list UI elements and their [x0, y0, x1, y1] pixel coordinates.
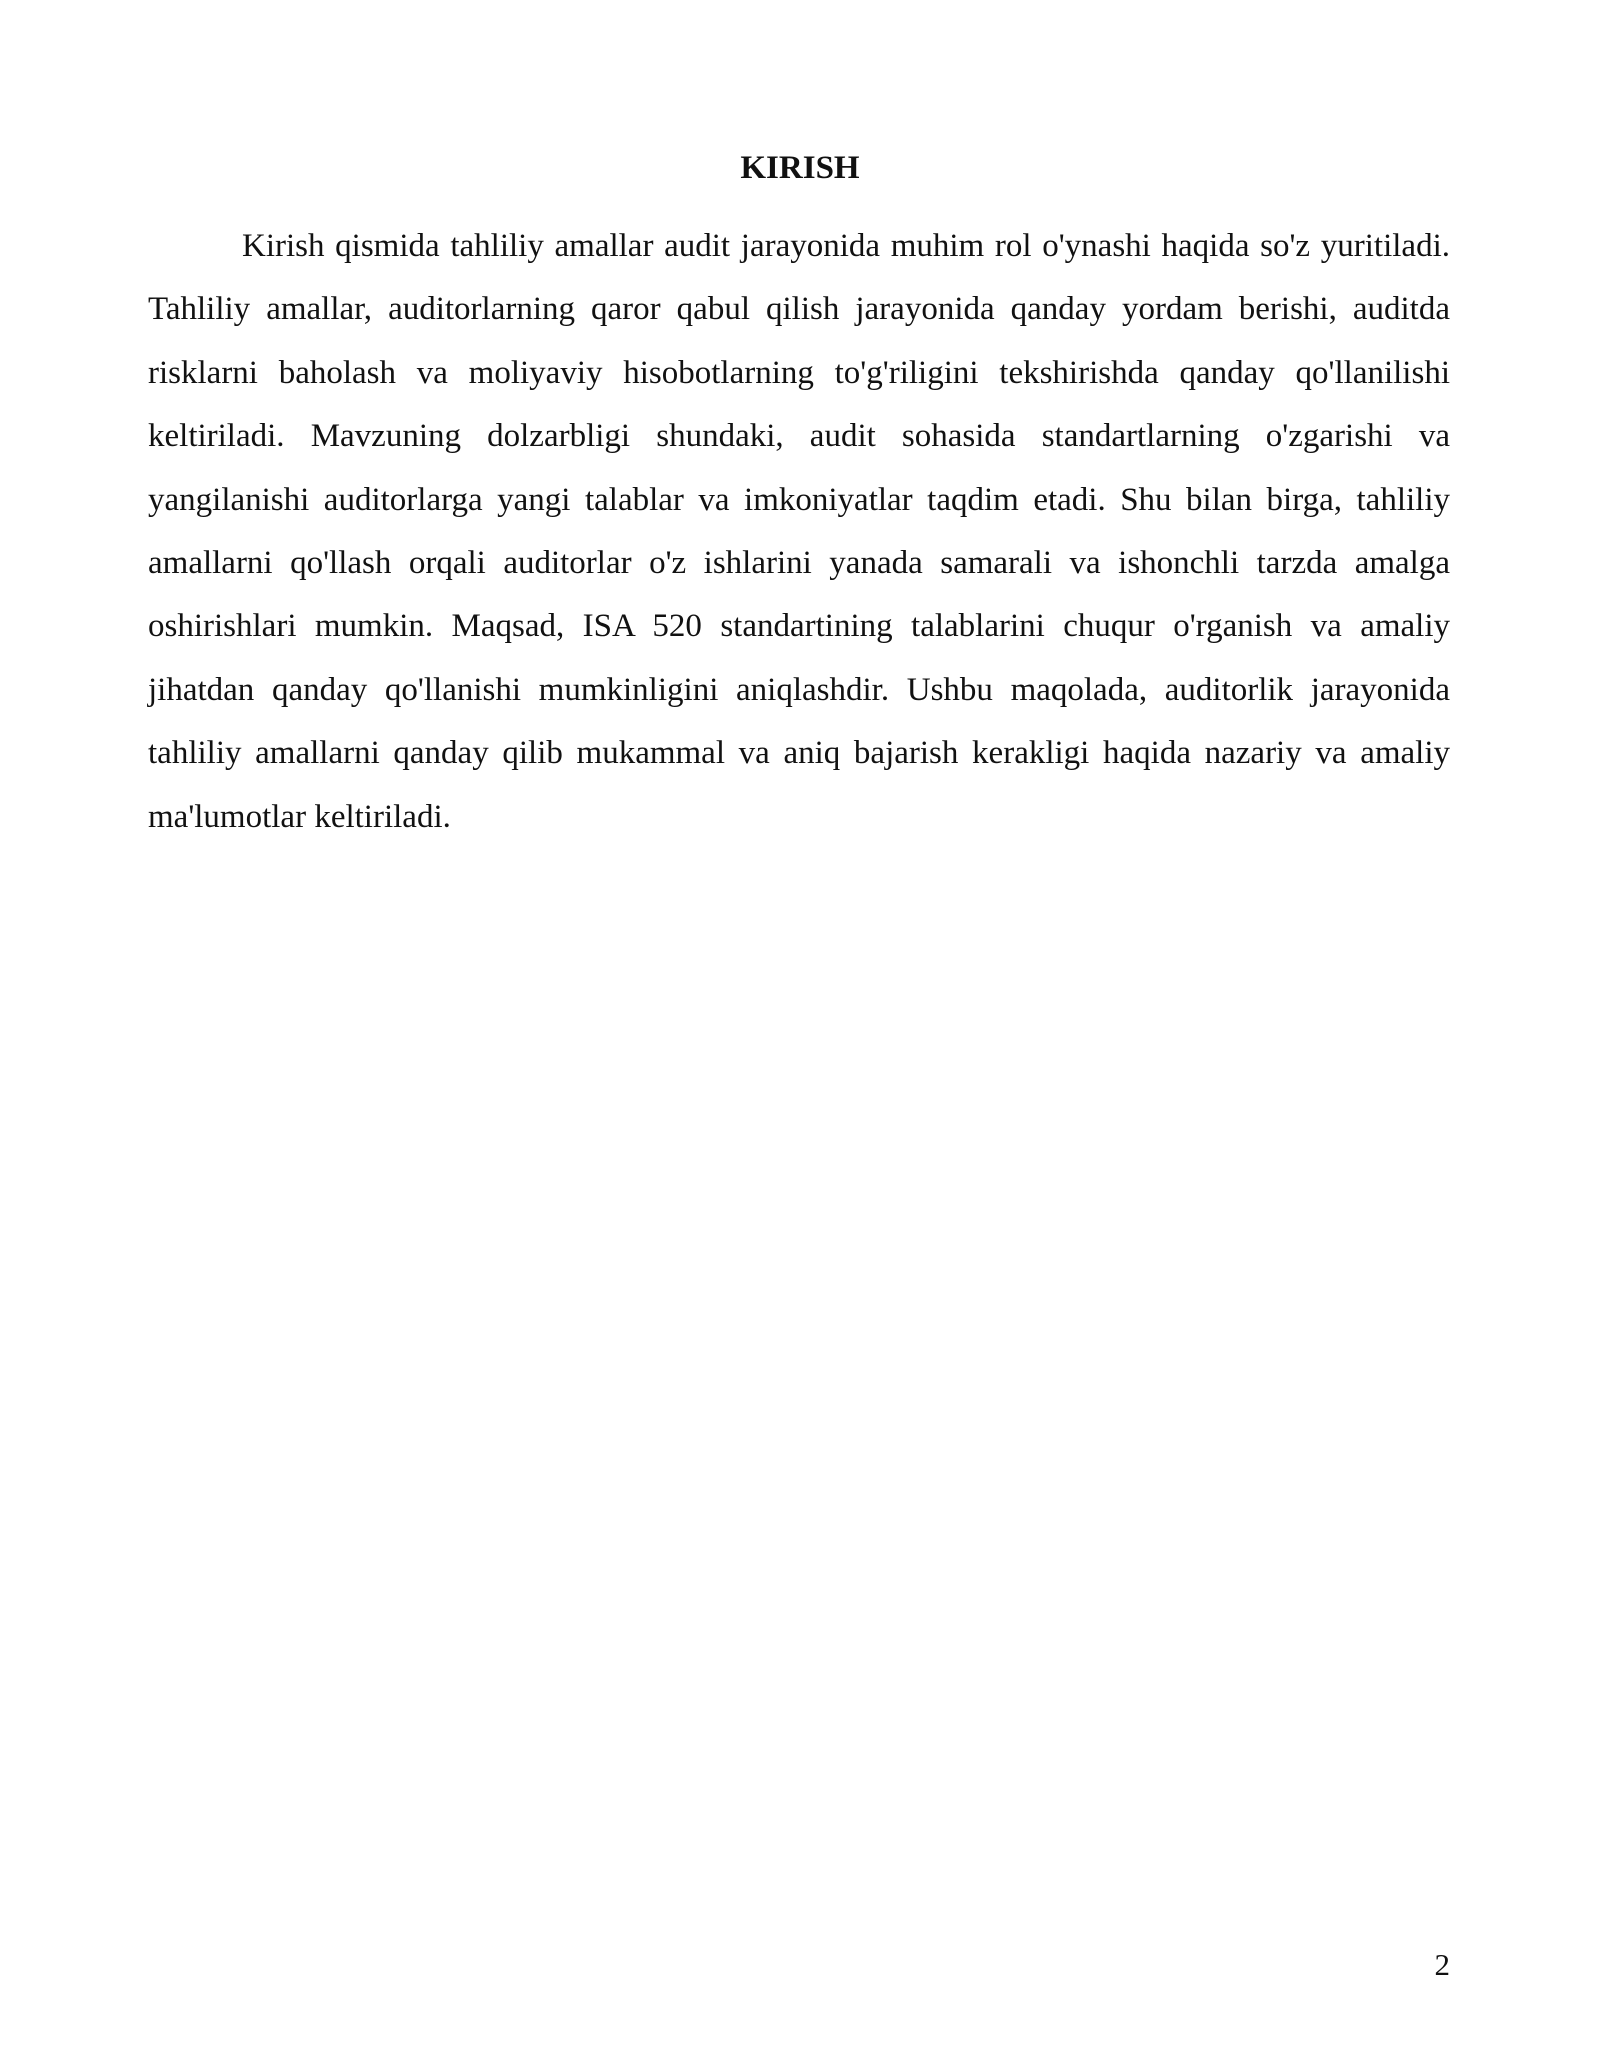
- page-number: 2: [1434, 1947, 1450, 1982]
- intro-paragraph: Kirish qismida tahliliy amallar audit jarayonida muhim rol o'ynashi haqida so'z yuritiladi. Tahliliy amallar, auditorlarning qaror qabul qilish jarayonida qanday yordam berishi, auditda risklarni baholash va moliyaviy hisobotlarning to'g'riligini tekshirishda qanday qo'llanilishi keltiriladi. Mavzuning dolzarbligi shundaki, audit sohasida standartlarning o'zgarishi va yangilanishi auditorlarga yangi talablar va imkoniyatlar taqdim etadi. Shu bilan birga, tahliliy amallarni qo'llash orqali auditorlar o'z ishlarini yanada samarali va ishonchli tarzda amalga oshirishlari mumkin. Maqsad, ISA 520 standartining talablarini chuqur o'rganish va amaliy jihatdan qanday qo'llanishi mumkinligini aniqlashdir. Ushbu maqolada, auditorlik jarayonida tahliliy amallarni qanday qilib mukammal va aniq bajarish kerakligi haqida nazariy va amaliy ma'lumotlar keltiriladi.: [148, 228, 1450, 835]
- section-heading: KIRISH: [740, 150, 860, 186]
